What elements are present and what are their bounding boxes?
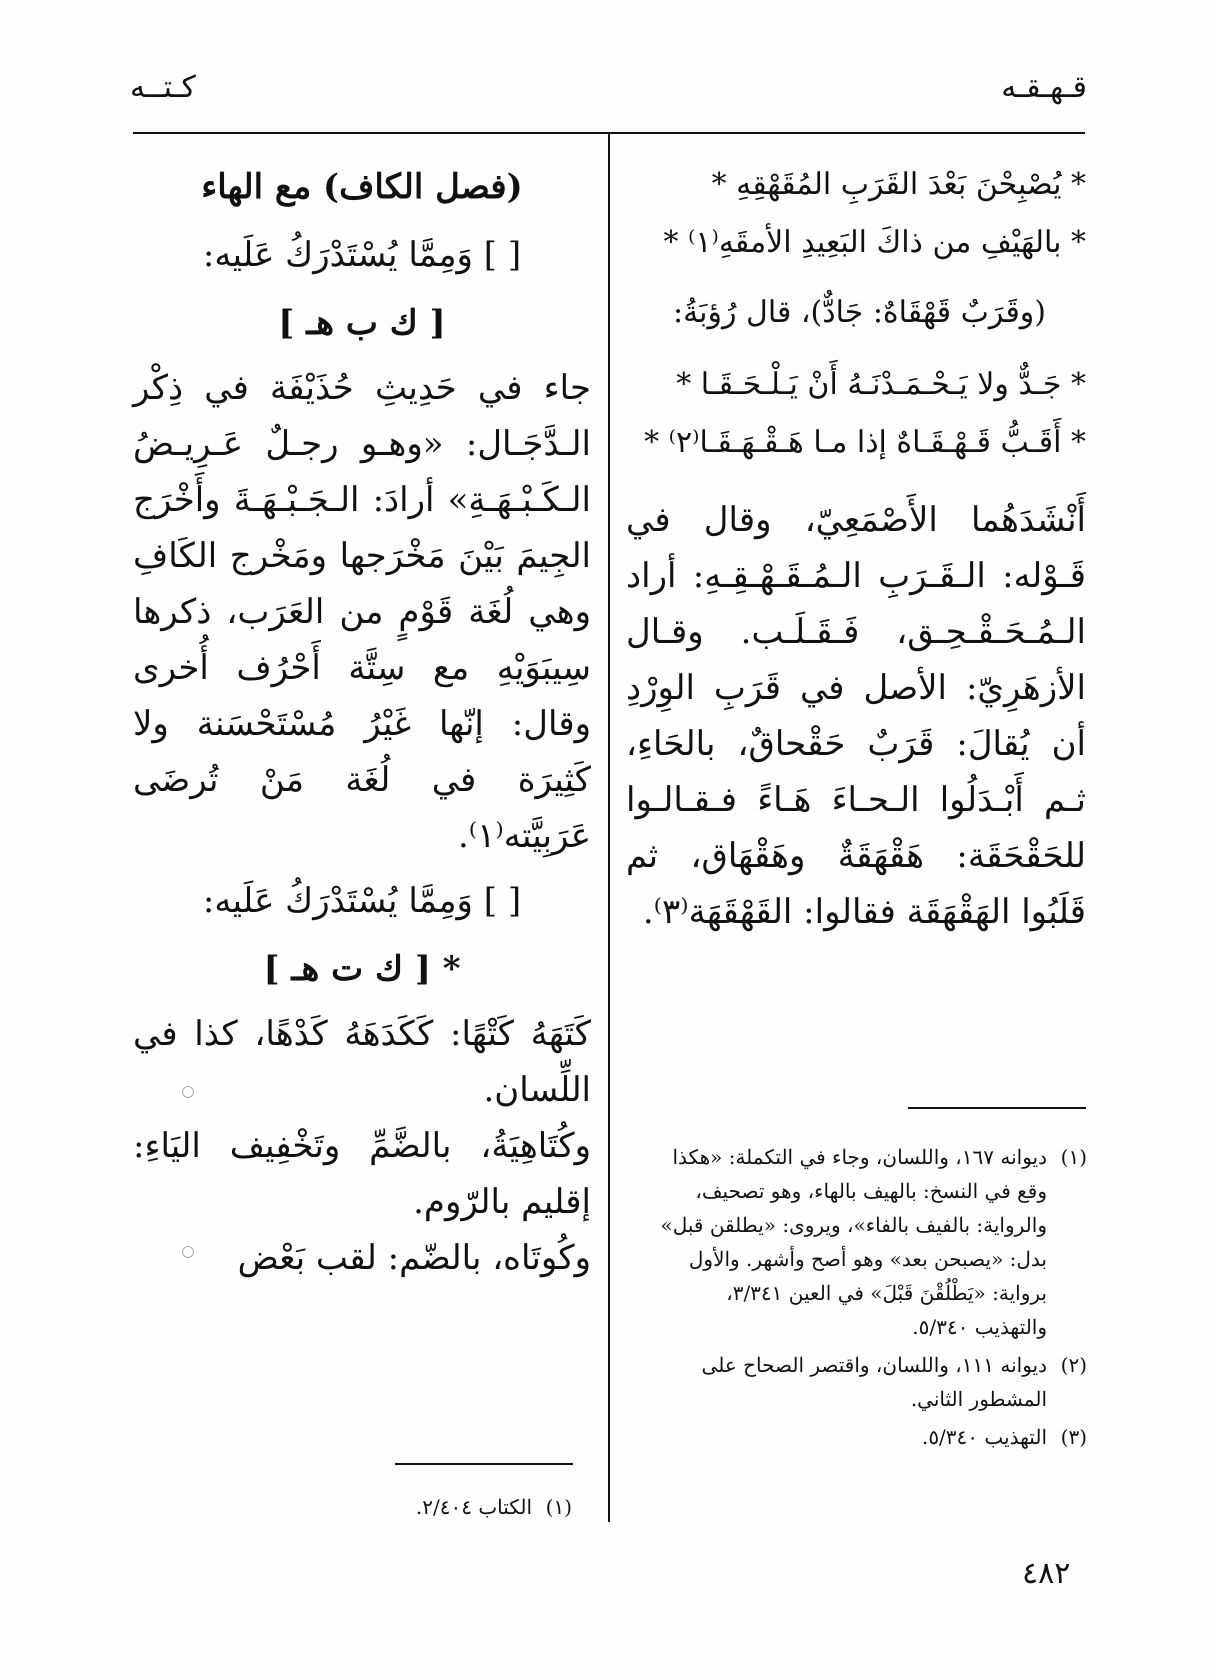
body-paragraph: أَنْشَدَهُما الأَصْمَعِيّ، وقال في قَـوْله: الـقَـرَبِ الـمُـقَـهْـقِـهِ: أراد الـمُـحَـقْـحِـق، فَـقَـلَـب. وقـال الأزهَرِيّ: الأصل في قَرَبِ الوِرْدِ أن يُقالَ: قَرَبٌ حَقْحاقٌ، بالحَاءِ، ثـم أَبْـدَلُوا الـحـاءَ هَـاءً فـقـالـوا للحَقْحَقَة: هَقْهَقَةٌ وهَقْهَاق، ثم قَلَبُوا الهَقْهَقَة فقالوا: القَهْقَهَة⁽٣⁾. xyxy=(626,500,1086,932)
verse-line: * جَـدٌّ ولا يَـحْـمَـدْنَـهُ أَنْ يَـلْـحَـقَـا * xyxy=(676,367,1086,402)
footnote-number: (١) xyxy=(545,1495,572,1519)
footnote-number: (١) xyxy=(1060,1145,1087,1169)
body-paragraph: وكُوتَاه، بالضّم: لقب بَعْض xyxy=(237,1238,591,1278)
footnote-text: الكتاب ٢/٤٠٤. xyxy=(415,1495,532,1519)
footnote xyxy=(360,1490,572,1524)
added-entries-note: [ ] وَمِمَّا يُسْتَدْرَكُ عَلَيه: xyxy=(202,881,522,921)
verse-line: * بالهَيْفِ من ذاكَ البَعِيدِ الأمقَهِ⁽١⁾ * xyxy=(663,225,1086,260)
body-paragraph: وكُتَاهِيَةُ، بالضَّمِّ وتَخْفِيف اليَاءِ: إقليم بالرّوم. xyxy=(133,1126,591,1222)
entry-root: [ ك ب هـ ] xyxy=(278,303,446,343)
footnote xyxy=(655,1348,1087,1416)
running-header-left: كـتــه xyxy=(130,70,196,105)
body-paragraph: جاء في حَدِيثِ حُذَيْفَة في ذِكْر الـدَّجَـال: «وهـو رجـلٌ عَـرِيـضُ الـكَـبْـهَـةِ» أرادَ: الـجَـبْـهَـةَ وأَخْرَج الجِيمَ بَيْنَ مَخْرَجها ومَخْرج الكَافِ وهي لُغَة قَوْمٍ من العَرَب، ذكرها سِيبَوَيْهِ مع سِتَّة أَحْرُف أُخرى وقال: إنّها غَيْرُ مُسْتَحْسَنة ولا كَثِيرَة في لُغَة مَنْ تُرضَى عَرَبِيَّته⁽١⁾. xyxy=(133,368,591,856)
footnote xyxy=(655,1420,1087,1454)
footnote-rule xyxy=(908,1107,1086,1109)
body-paragraph: كَتَهَهُ كَتْهًا: كَكَدَهَهُ كَدْهًا، كذا في اللِّسان. xyxy=(133,1014,591,1110)
section-heading: (فصل الكاف) مع الهاء xyxy=(201,167,523,207)
right-column xyxy=(626,150,1086,940)
added-entries-note: [ ] وَمِمَّا يُسْتَدْرَكُ عَلَيه: xyxy=(202,235,522,275)
footnote-number: (٣) xyxy=(1060,1425,1087,1449)
footnote xyxy=(655,1140,1087,1344)
page-number: ٤٨٢ xyxy=(1022,1556,1071,1591)
entry-root: * [ ك ت هـ ] xyxy=(263,949,461,989)
binding-hole xyxy=(182,1086,194,1098)
column-divider xyxy=(608,134,610,1522)
left-column xyxy=(133,150,591,1286)
body-line: (وقَرَبٌ قَهْقَاهٌ: جَادٌّ)، قال رُؤبَةُ: xyxy=(672,295,1046,330)
footnote-text: ديوانه ١٦٧، واللسان، وجاء في التكملة: «هكذا وقع في النسخ: بالهيف بالهاء، وهو تصحيف، والرواية: بالفيف بالفاء»، ويروى: «يطلقن قبل» بدل: «يصبحن بعد» وهو أصح وأشهر. والأول برواية: «يَطْلُقْنَ قَبْلَ» في العين ٣/٣٤١، والتهذيب ٥/٣٤٠. xyxy=(660,1145,1047,1339)
footnote-number: (٢) xyxy=(1060,1353,1087,1377)
verse-line: * يُصْبِحْنَ بَعْدَ القَرَبِ المُقَهْقِهِ * xyxy=(711,167,1086,202)
verse-line: * أَقَـبُّ قَـهْـقَـاهٌ إذا مـا هَـقْـهَـقَـا⁽٢⁾ * xyxy=(644,425,1086,460)
binding-hole xyxy=(182,1246,194,1258)
footnote-text: ديوانه ١١١، واللسان، واقتصر الصحاح على المشطور الثاني. xyxy=(701,1353,1047,1411)
footnotes-left xyxy=(360,1490,572,1528)
footnote-text: التهذيب ٥/٣٤٠. xyxy=(921,1425,1047,1449)
footnote-rule xyxy=(395,1463,573,1465)
footnotes-right xyxy=(655,1140,1087,1458)
running-header-right: قـهـقـه xyxy=(1001,70,1087,105)
